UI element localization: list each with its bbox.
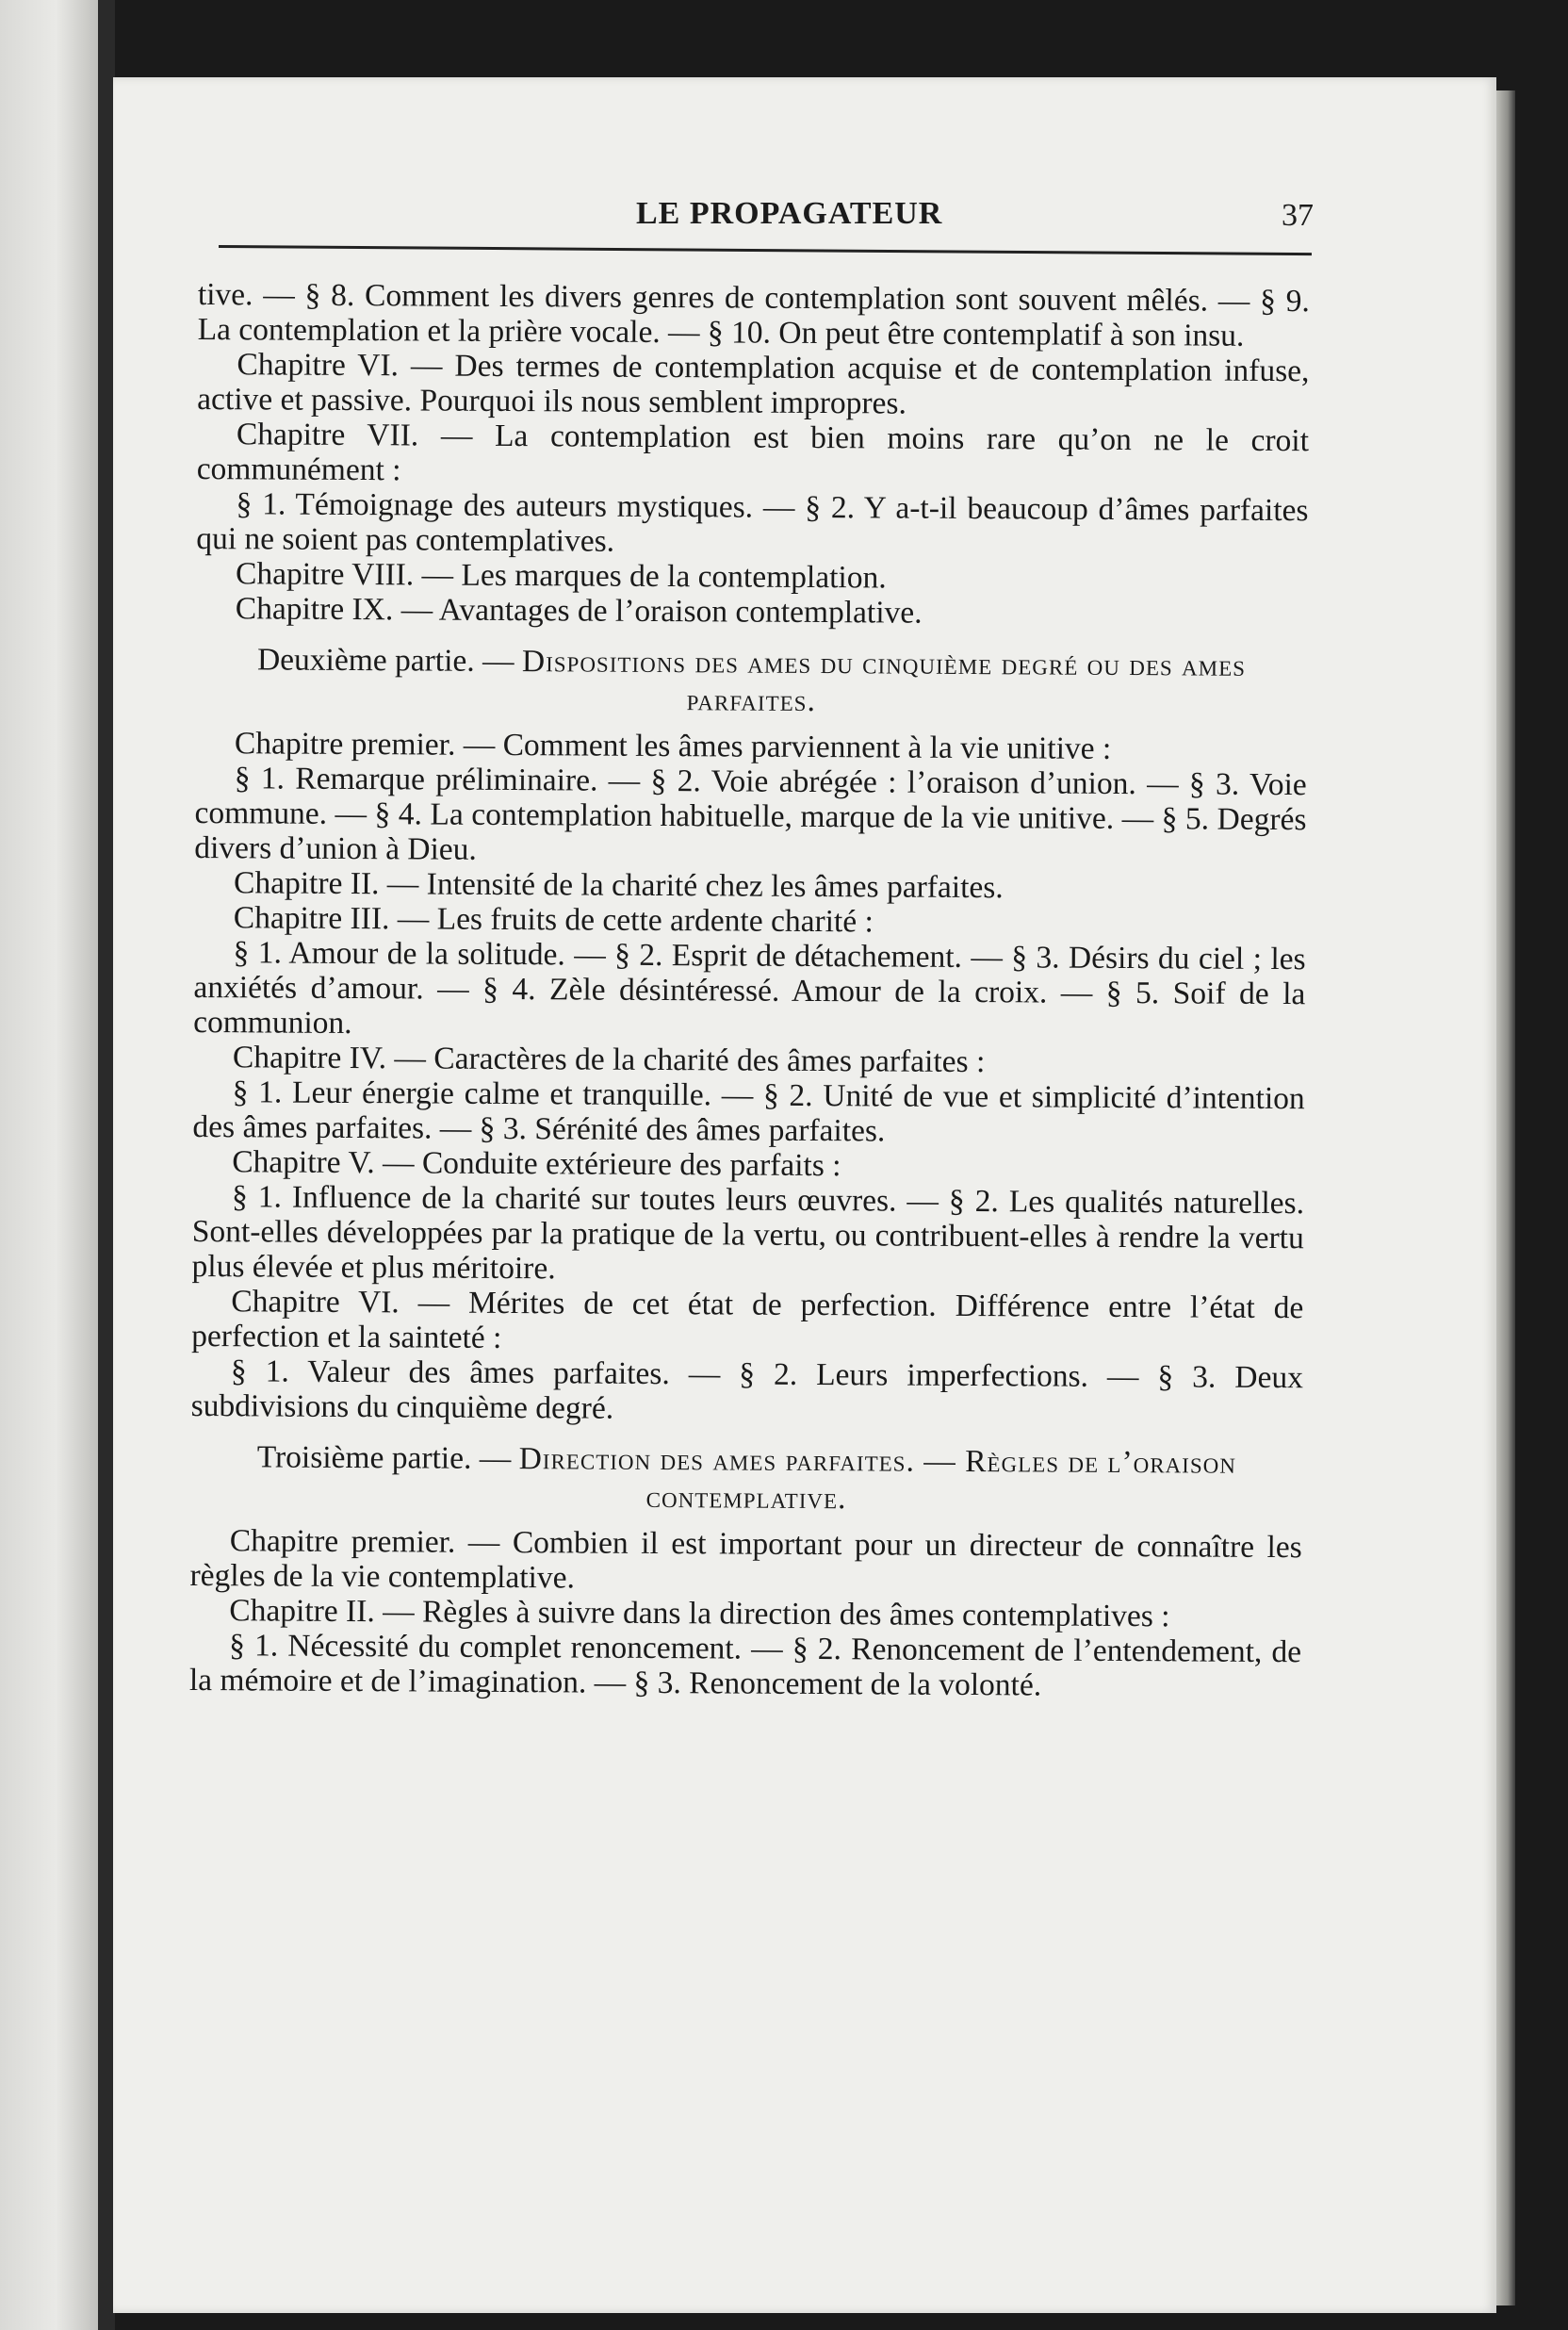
header-rule (219, 245, 1312, 255)
paragraph-part-three-chapter-1: Chapitre premier. — Combien il est important pour un directeur de connaître les règles de la vie contemplative. (189, 1523, 1302, 1596)
paragraph-part-two-chapter-3: Chapitre III. — Les fruits de cette ardente charité : (233, 900, 874, 940)
paragraph-part-two-chapter-4-sections: § 1. Leur énergie calme et tranquille. — § 2. Unité de vue et simplicité d’intention des âmes parfaites. — § 3. Sérénité des âmes parfaites. (192, 1075, 1305, 1149)
paragraph-part-two-chapter-5-sections: § 1. Influence de la charité sur toutes leurs œuvres. — § 2. Les qualités naturelles. Sont-elles développées par la pratique de la vertu, ou contribuent-elles à rendre la vertu plus élevée et plus méritoire. (191, 1179, 1305, 1287)
running-title: LE PROPAGATEUR (636, 196, 943, 231)
part-two-title: Dispositions des ames du cinquième degré ou des ames parfaites. (521, 644, 1247, 719)
paragraph-part-two-chapter-4: Chapitre IV. — Caractères de la charité des âmes parfaites : (232, 1040, 986, 1080)
paragraph-part-two-chapter-3-sections: § 1. Amour de la solitude. — § 2. Esprit de détachement. — § 3. Désirs du ciel ; les anxiétés d’amour. — § 4. Zèle désintéressé. Amour de la croix. — § 5. Soif de la communion. (193, 935, 1306, 1042)
paragraph-part-two-chapter-1: Chapitre premier. — Comment les âmes parviennent à la vie unitive : (234, 726, 1112, 766)
page-number: 37 (1282, 198, 1314, 233)
paragraph-chapter-vii-sections: § 1. Témoignage des auteurs mystiques. — § 2. Y a-t-il beaucoup d’âmes parfaites qui ne soient pas contemplatives. (196, 486, 1309, 559)
paragraph-part-two-chapter-6-sections: § 1. Valeur des âmes parfaites. — § 2. Leurs imperfections. — § 3. Deux subdivisions du cinquième degré. (190, 1354, 1304, 1426)
paragraph-part-two-chapter-1-sections: § 1. Remarque préliminaire. — § 2. Voie abrégée : l’oraison d’union. — § 3. Voie commune. — § 4. La contemplation habituelle, marque de la vie unitive. — § 5. Degrés divers d’union à Dieu. (194, 761, 1307, 867)
paragraph-part-two-chapter-2: Chapitre II. — Intensité de la charité chez les âmes parfaites. (233, 865, 1004, 906)
part-three-label: Troisième partie. — (256, 1439, 512, 1477)
page-body (189, 277, 1310, 1704)
part-three-heading (190, 1438, 1302, 1520)
paragraph-chapter-ix: Chapitre IX. — Avantages de l’oraison contemplative. (235, 591, 923, 631)
part-two-heading (195, 641, 1307, 723)
paragraph-continuation: tive. — § 8. Comment les divers genres de contemplation sont souvent mêlés. — § 9. La contemplation et la prière vocale. — § 10. On peut être contemplatif à son insu. (197, 277, 1310, 353)
part-three-title: Direction des ames parfaites. — Règles de l’oraison contemplative. (518, 1441, 1237, 1517)
paragraph-chapter-viii: Chapitre VIII. — Les marques de la contemplation. (235, 556, 887, 596)
part-two-label: Deuxième partie. — (256, 642, 514, 680)
page-header (217, 189, 1338, 245)
paragraph-chapter-vii: Chapitre VII. — La contemplation est bien moins rare qu’on ne le croit communément : (196, 417, 1310, 488)
paragraph-part-three-chapter-2: Chapitre II. — Règles à suivre dans la direction des âmes contemplatives : (229, 1593, 1170, 1634)
paragraph-part-three-chapter-2-sections: § 1. Nécessité du complet renoncement. — § 2. Renoncement de l’entendement, de la mémoire et de l’imagination. — § 3. Renoncement de la volonté. (188, 1628, 1302, 1703)
paragraph-part-two-chapter-6: Chapitre VI. — Mérites de cet état de perfection. Différence entre l’état de perfection et la sainteté : (191, 1284, 1304, 1355)
page-stack-edge (1496, 90, 1515, 2305)
paragraph-chapter-vi: Chapitre VI. — Des termes de contemplation acquise et de contemplation infuse, active et passive. Pourquoi ils nous semblent impropres. (197, 347, 1310, 421)
book-page (113, 77, 1496, 2313)
left-page-edge (0, 0, 102, 2330)
paragraph-part-two-chapter-5: Chapitre V. — Conduite extérieure des parfaits : (232, 1144, 841, 1184)
